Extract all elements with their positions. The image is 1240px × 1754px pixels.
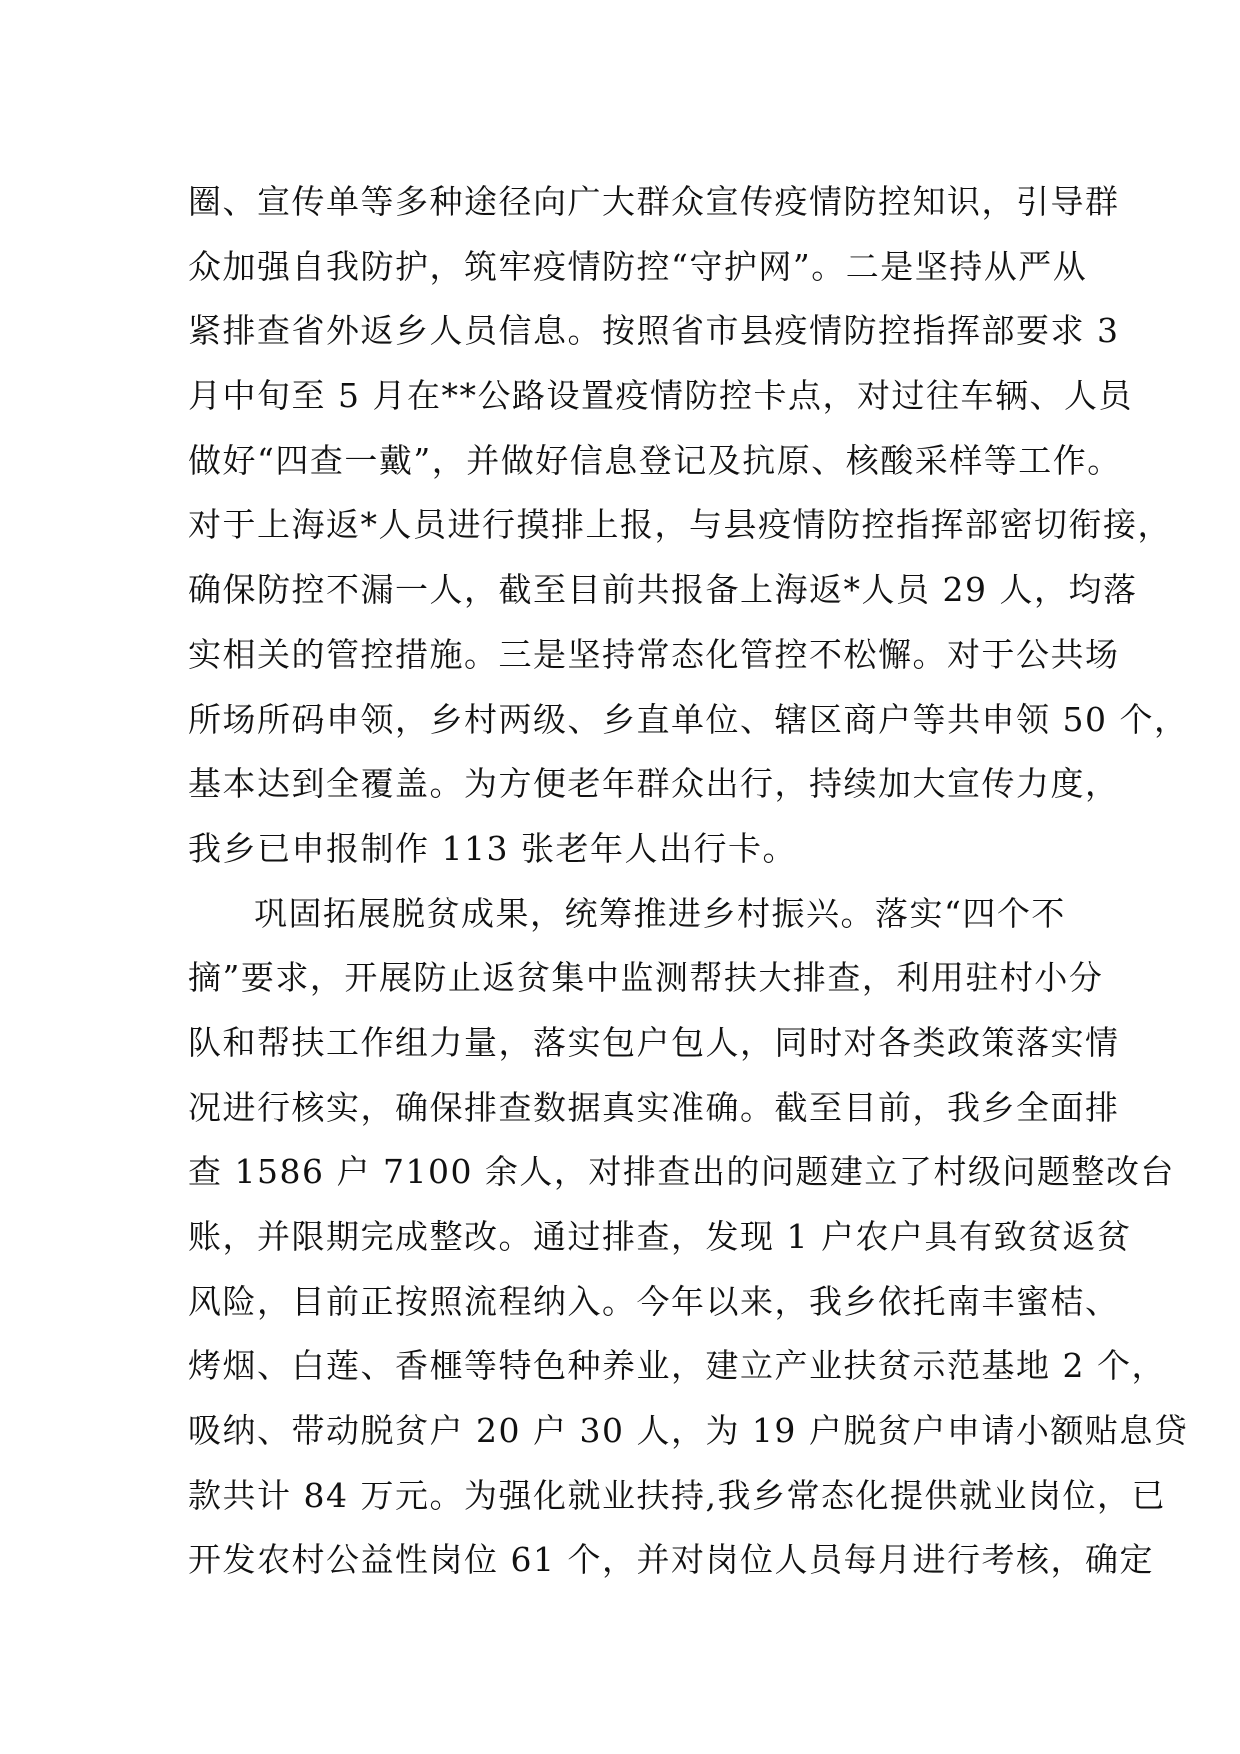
text-line: 做好“四查一戴”，并做好信息登记及抗原、核酸采样等工作。 — [188, 440, 1122, 480]
text-line: 查 1586 户 7100 余人，对排查出的问题建立了村级问题整改台 — [188, 1152, 1175, 1192]
text-line: 紧排查省外返乡人员信息。按照省市县疫情防控指挥部要求 3 — [188, 311, 1120, 351]
text-line: 确保防控不漏一人，截至目前共报备上海返*人员 29 人，均落 — [188, 570, 1138, 610]
text-line: 巩固拓展脱贫成果，统筹推进乡村振兴。落实“四个不 — [254, 893, 1066, 933]
text-line: 实相关的管控措施。三是坚持常态化管控不松懈。对于公共场 — [188, 634, 1120, 674]
text-line: 吸纳、带动脱贫户 20 户 30 人，为 19 户脱贫户申请小额贴息贷 — [188, 1411, 1189, 1451]
text-line: 众加强自我防护，筑牢疫情防控“守护网”。二是坚持从严从 — [188, 246, 1088, 286]
text-line: 开发农村公益性岗位 61 个，并对岗位人员每月进行考核，确定 — [188, 1540, 1154, 1580]
text-line: 基本达到全覆盖。为方便老年群众出行，持续加大宣传力度， — [188, 764, 1120, 804]
paragraph-1 — [188, 170, 1189, 882]
text-line: 账，并限期完成整改。通过排查，发现 1 户农户具有致贫返贫 — [188, 1217, 1132, 1256]
text-line: 队和帮扶工作组力量，落实包户包人，同时对各类政策落实情 — [188, 1022, 1120, 1062]
text-line: 对于上海返*人员进行摸排上报，与县疫情防控指挥部密切衔接， — [188, 505, 1172, 545]
document-body — [188, 170, 1189, 1593]
text-line: 烤烟、白莲、香榧等特色种养业，建立产业扶贫示范基地 2 个， — [188, 1346, 1166, 1386]
text-line: 款共计 84 万元。为强化就业扶持,我乡常态化提供就业岗位，已 — [188, 1475, 1166, 1515]
text-line: 圈、宣传单等多种途径向广大群众宣传疫情防控知识，引导群 — [188, 182, 1120, 221]
text-line: 所场所码申领，乡村两级、乡直单位、辖区商户等共申领 50 个， — [188, 699, 1189, 739]
text-line: 风险，目前正按照流程纳入。今年以来，我乡依托南丰蜜桔、 — [188, 1281, 1120, 1321]
paragraph-2 — [188, 882, 1189, 1594]
text-line: 我乡已申报制作 113 张老年人出行卡。 — [188, 828, 797, 868]
text-line: 月中旬至 5 月在**公路设置疫情防控卡点，对过往车辆、人员 — [188, 376, 1133, 416]
text-line: 摘”要求，开展防止返贫集中监测帮扶大排查，利用驻村小分 — [188, 958, 1104, 998]
text-line: 况进行核实，确保排查数据真实准确。截至目前，我乡全面排 — [188, 1087, 1120, 1127]
